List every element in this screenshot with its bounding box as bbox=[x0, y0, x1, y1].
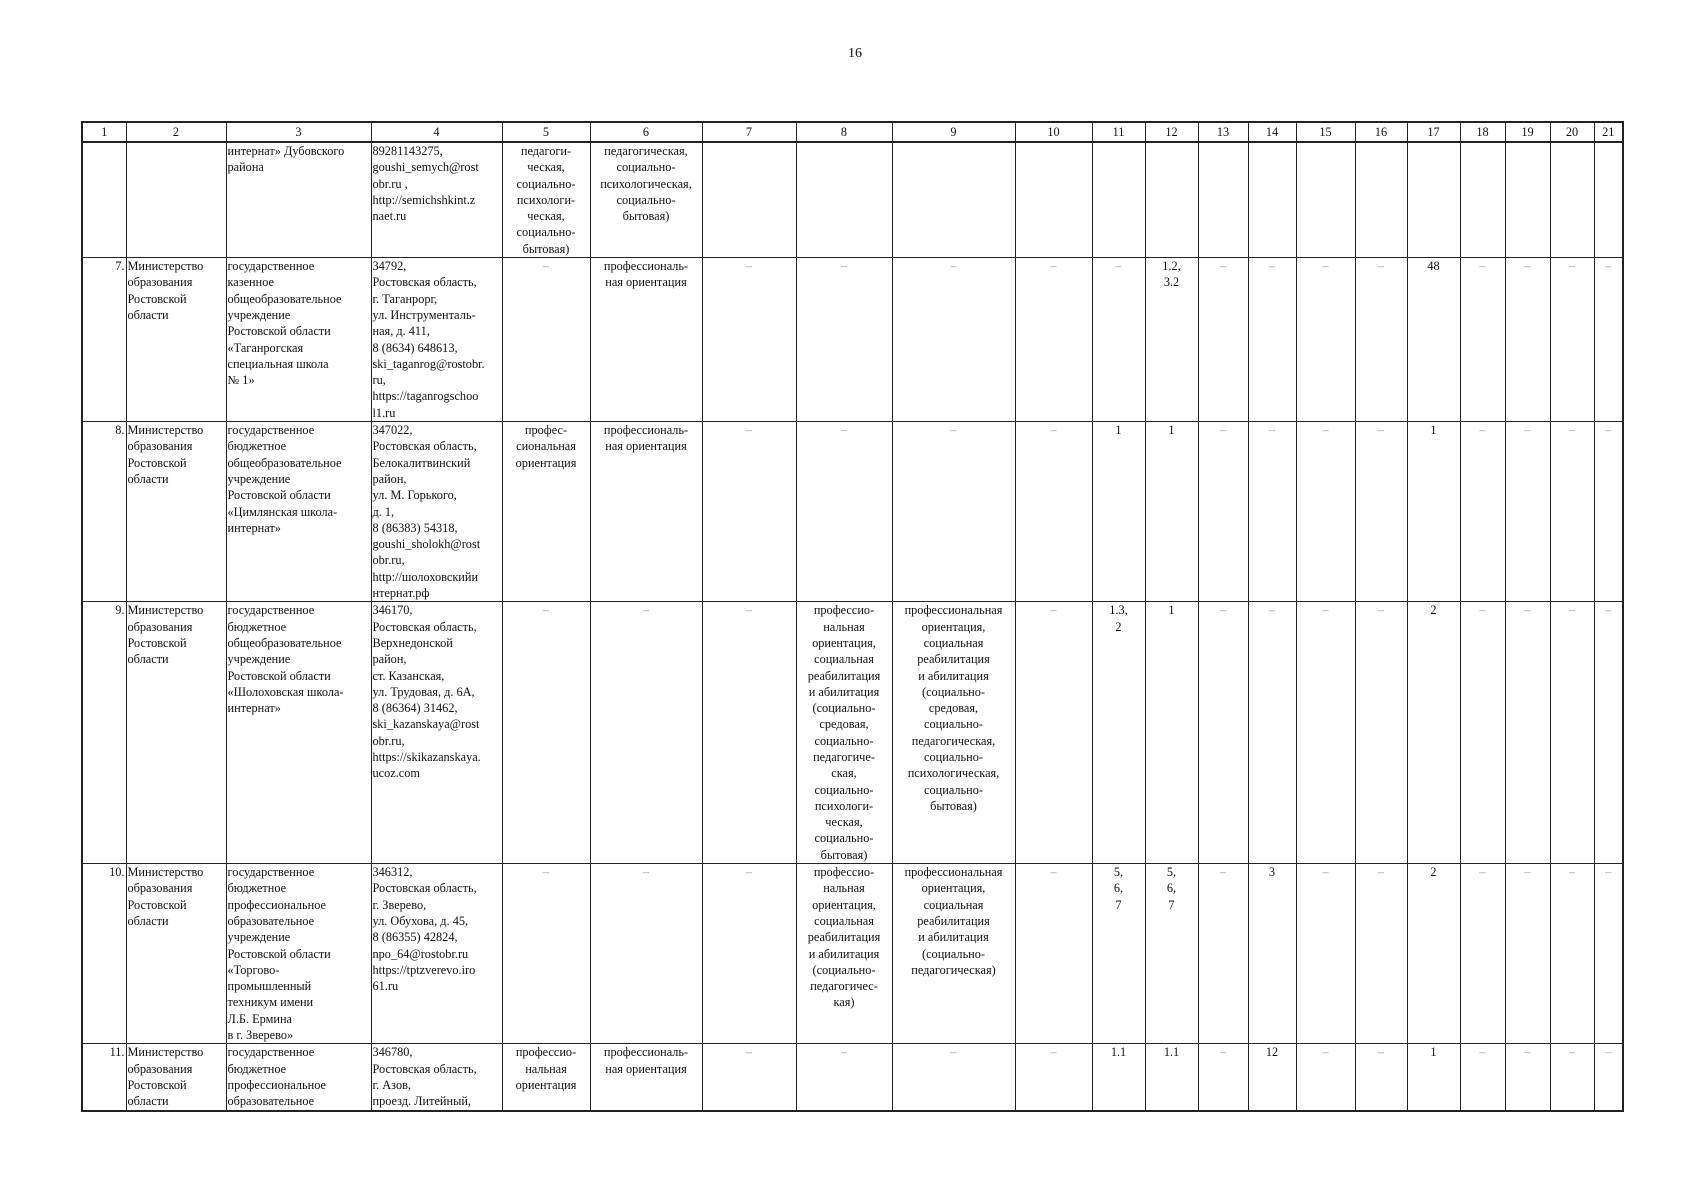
cell-col-21 bbox=[1594, 142, 1623, 258]
cell-col-9: профессиональная ориентация, социальная реабилитация и абилитация (социально- педагогическая) bbox=[892, 864, 1015, 1044]
cell-col-17: 48 bbox=[1407, 258, 1460, 422]
cell-col-16: – bbox=[1355, 864, 1407, 1044]
table-body bbox=[82, 142, 1623, 1111]
cell-col-8: профессио- нальная ориентация, социальная реабилитация и абилитация (социально- педагогичес- кая) bbox=[796, 864, 892, 1044]
cell-col-12 bbox=[1145, 142, 1198, 258]
cell-col-20 bbox=[1550, 142, 1594, 258]
cell-col-5: – bbox=[502, 258, 590, 422]
column-header-18: 18 bbox=[1460, 122, 1505, 142]
cell-col-5: педагоги- ческая, социально- психологи- ческая, социально- бытовая) bbox=[502, 142, 590, 258]
cell-col-12: 1 bbox=[1145, 602, 1198, 864]
column-header-6: 6 bbox=[590, 122, 702, 142]
cell-col-9: – bbox=[892, 1044, 1015, 1111]
column-header-16: 16 bbox=[1355, 122, 1407, 142]
cell-col-11: 1 bbox=[1092, 422, 1145, 602]
cell-col-17: 2 bbox=[1407, 602, 1460, 864]
column-header-19: 19 bbox=[1505, 122, 1550, 142]
cell-col-13: – bbox=[1198, 1044, 1248, 1111]
cell-col-19 bbox=[1505, 142, 1550, 258]
cell-col-3: государственное бюджетное общеобразовательное учреждение Ростовской области «Шолоховская школа- интернат» bbox=[226, 602, 371, 864]
cell-col-6: профессиональ- ная ориентация bbox=[590, 258, 702, 422]
cell-col-8: – bbox=[796, 258, 892, 422]
cell-col-6: профессиональ- ная ориентация bbox=[590, 422, 702, 602]
table-row bbox=[82, 1044, 1623, 1111]
cell-col-12: 1.2, 3.2 bbox=[1145, 258, 1198, 422]
cell-col-5: профессио- нальная ориентация bbox=[502, 1044, 590, 1111]
cell-col-17: 1 bbox=[1407, 1044, 1460, 1111]
table-row bbox=[82, 422, 1623, 602]
column-header-10: 10 bbox=[1015, 122, 1092, 142]
cell-col-3: интернат» Дубовского района bbox=[226, 142, 371, 258]
cell-col-10: – bbox=[1015, 422, 1092, 602]
cell-col-1: 9. bbox=[82, 602, 126, 864]
column-header-14: 14 bbox=[1248, 122, 1296, 142]
cell-col-13: – bbox=[1198, 864, 1248, 1044]
cell-col-6: педагогическая, социально- психологическая, социально- бытовая) bbox=[590, 142, 702, 258]
cell-col-12: 1 bbox=[1145, 422, 1198, 602]
column-header-9: 9 bbox=[892, 122, 1015, 142]
cell-col-12: 5, 6, 7 bbox=[1145, 864, 1198, 1044]
cell-col-10: – bbox=[1015, 602, 1092, 864]
column-header-17: 17 bbox=[1407, 122, 1460, 142]
cell-col-4: 346170, Ростовская область, Верхнедонской район, ст. Казанская, ул. Трудовая, д. 6А, 8 (86364) 31462, ski_kazanskaya@rost obr.ru, https://skikazanskaya. ucoz.com bbox=[371, 602, 502, 864]
cell-col-14: – bbox=[1248, 602, 1296, 864]
cell-col-7: – bbox=[702, 258, 796, 422]
cell-col-3: государственное бюджетное профессиональное образовательное учреждение Ростовской области «Торгово- промышленный техникум имени Л.Б. Ермина в г. Зверево» bbox=[226, 864, 371, 1044]
header-row bbox=[82, 122, 1623, 142]
cell-col-8: профессио- нальная ориентация, социальная реабилитация и абилитация (социально- средовая, социально- педагогиче- ская, социально- психологи- ческая, социально- бытовая) bbox=[796, 602, 892, 864]
page-number: 16 bbox=[848, 46, 862, 61]
cell-col-17: 2 bbox=[1407, 864, 1460, 1044]
cell-col-16: – bbox=[1355, 258, 1407, 422]
cell-col-18: – bbox=[1460, 602, 1505, 864]
cell-col-4: 346312, Ростовская область, г. Зверево, ул. Обухова, д. 45, 8 (86355) 42824, npo_64@rostobr.ru https://tptzverevo.iro 61.ru bbox=[371, 864, 502, 1044]
cell-col-18: – bbox=[1460, 422, 1505, 602]
column-header-13: 13 bbox=[1198, 122, 1248, 142]
cell-col-5: профес- сиональная ориентация bbox=[502, 422, 590, 602]
cell-col-19: – bbox=[1505, 1044, 1550, 1111]
cell-col-2: Министерство образования Ростовской области bbox=[126, 258, 226, 422]
cell-col-20: – bbox=[1550, 1044, 1594, 1111]
table-row bbox=[82, 258, 1623, 422]
cell-col-9: – bbox=[892, 422, 1015, 602]
cell-col-21: – bbox=[1594, 864, 1623, 1044]
cell-col-19: – bbox=[1505, 258, 1550, 422]
cell-col-14: 3 bbox=[1248, 864, 1296, 1044]
cell-col-1: 8. bbox=[82, 422, 126, 602]
cell-col-15: – bbox=[1296, 422, 1355, 602]
cell-col-2 bbox=[126, 142, 226, 258]
cell-col-1: 10. bbox=[82, 864, 126, 1044]
cell-col-9: – bbox=[892, 258, 1015, 422]
cell-col-6: – bbox=[590, 864, 702, 1044]
cell-col-8: – bbox=[796, 1044, 892, 1111]
cell-col-21: – bbox=[1594, 422, 1623, 602]
cell-col-15: – bbox=[1296, 864, 1355, 1044]
cell-col-15: – bbox=[1296, 602, 1355, 864]
cell-col-19: – bbox=[1505, 422, 1550, 602]
table-row bbox=[82, 142, 1623, 258]
cell-col-3: государственное бюджетное общеобразовательное учреждение Ростовской области «Цимлянская школа- интернат» bbox=[226, 422, 371, 602]
cell-col-2: Министерство образования Ростовской области bbox=[126, 422, 226, 602]
cell-col-7: – bbox=[702, 864, 796, 1044]
cell-col-21: – bbox=[1594, 258, 1623, 422]
cell-col-11: 1.3, 2 bbox=[1092, 602, 1145, 864]
cell-col-16: – bbox=[1355, 1044, 1407, 1111]
cell-col-11 bbox=[1092, 142, 1145, 258]
column-header-4: 4 bbox=[371, 122, 502, 142]
cell-col-14: 12 bbox=[1248, 1044, 1296, 1111]
cell-col-2: Министерство образования Ростовской области bbox=[126, 1044, 226, 1111]
column-header-1: 1 bbox=[82, 122, 126, 142]
cell-col-3: государственное казенное общеобразовательное учреждение Ростовской области «Таганрогская специальная школа № 1» bbox=[226, 258, 371, 422]
cell-col-5: – bbox=[502, 864, 590, 1044]
cell-col-16: – bbox=[1355, 602, 1407, 864]
cell-col-18 bbox=[1460, 142, 1505, 258]
cell-col-2: Министерство образования Ростовской области bbox=[126, 864, 226, 1044]
cell-col-12: 1.1 bbox=[1145, 1044, 1198, 1111]
cell-col-13 bbox=[1198, 142, 1248, 258]
table-row bbox=[82, 602, 1623, 864]
column-header-12: 12 bbox=[1145, 122, 1198, 142]
cell-col-10: – bbox=[1015, 864, 1092, 1044]
cell-col-2: Министерство образования Ростовской области bbox=[126, 602, 226, 864]
cell-col-7: – bbox=[702, 422, 796, 602]
cell-col-13: – bbox=[1198, 258, 1248, 422]
cell-col-10: – bbox=[1015, 1044, 1092, 1111]
cell-col-6: профессиональ- ная ориентация bbox=[590, 1044, 702, 1111]
cell-col-17 bbox=[1407, 142, 1460, 258]
cell-col-9 bbox=[892, 142, 1015, 258]
column-header-21: 21 bbox=[1594, 122, 1623, 142]
cell-col-16: – bbox=[1355, 422, 1407, 602]
facilities-table bbox=[81, 121, 1624, 1112]
cell-col-14: – bbox=[1248, 422, 1296, 602]
column-header-7: 7 bbox=[702, 122, 796, 142]
cell-col-10: – bbox=[1015, 258, 1092, 422]
cell-col-4: 347022, Ростовская область, Белокалитвинский район, ул. М. Горького, д. 1, 8 (86383) 54318, goushi_sholokh@rost obr.ru, http://шолоховскийи нтернат.рф bbox=[371, 422, 502, 602]
cell-col-15: – bbox=[1296, 1044, 1355, 1111]
column-header-20: 20 bbox=[1550, 122, 1594, 142]
cell-col-11: 5, 6, 7 bbox=[1092, 864, 1145, 1044]
cell-col-11: 1.1 bbox=[1092, 1044, 1145, 1111]
cell-col-11: – bbox=[1092, 258, 1145, 422]
cell-col-7: – bbox=[702, 1044, 796, 1111]
cell-col-10 bbox=[1015, 142, 1092, 258]
cell-col-4: 346780, Ростовская область, г. Азов, проезд. Литейный, bbox=[371, 1044, 502, 1111]
column-header-8: 8 bbox=[796, 122, 892, 142]
cell-col-18: – bbox=[1460, 258, 1505, 422]
cell-col-8 bbox=[796, 142, 892, 258]
cell-col-14 bbox=[1248, 142, 1296, 258]
cell-col-13: – bbox=[1198, 602, 1248, 864]
cell-col-1 bbox=[82, 142, 126, 258]
cell-col-15 bbox=[1296, 142, 1355, 258]
cell-col-18: – bbox=[1460, 864, 1505, 1044]
cell-col-4: 89281143275, goushi_semych@rost obr.ru , http://semichshkint.z naet.ru bbox=[371, 142, 502, 258]
cell-col-21: – bbox=[1594, 602, 1623, 864]
cell-col-4: 34792, Ростовская область, г. Таганрорг, ул. Инструменталь- ная, д. 411, 8 (8634) 648613, ski_taganrog@rostobr. ru, https://taganrogschoo l1.ru bbox=[371, 258, 502, 422]
cell-col-3: государственное бюджетное профессиональное образовательное bbox=[226, 1044, 371, 1111]
cell-col-18: – bbox=[1460, 1044, 1505, 1111]
cell-col-19: – bbox=[1505, 602, 1550, 864]
cell-col-7 bbox=[702, 142, 796, 258]
column-header-11: 11 bbox=[1092, 122, 1145, 142]
cell-col-8: – bbox=[796, 422, 892, 602]
column-header-15: 15 bbox=[1296, 122, 1355, 142]
column-header-3: 3 bbox=[226, 122, 371, 142]
cell-col-19: – bbox=[1505, 864, 1550, 1044]
cell-col-21: – bbox=[1594, 1044, 1623, 1111]
column-header-2: 2 bbox=[126, 122, 226, 142]
cell-col-7: – bbox=[702, 602, 796, 864]
cell-col-13: – bbox=[1198, 422, 1248, 602]
cell-col-20: – bbox=[1550, 258, 1594, 422]
cell-col-6: – bbox=[590, 602, 702, 864]
cell-col-20: – bbox=[1550, 864, 1594, 1044]
cell-col-15: – bbox=[1296, 258, 1355, 422]
cell-col-9: профессиональная ориентация, социальная реабилитация и абилитация (социально- средовая, социально- педагогическая, социально- психологическая, социально- бытовая) bbox=[892, 602, 1015, 864]
cell-col-17: 1 bbox=[1407, 422, 1460, 602]
cell-col-20: – bbox=[1550, 602, 1594, 864]
cell-col-16 bbox=[1355, 142, 1407, 258]
cell-col-1: 11. bbox=[82, 1044, 126, 1111]
column-header-5: 5 bbox=[502, 122, 590, 142]
cell-col-1: 7. bbox=[82, 258, 126, 422]
table-row bbox=[82, 864, 1623, 1044]
cell-col-20: – bbox=[1550, 422, 1594, 602]
cell-col-14: – bbox=[1248, 258, 1296, 422]
cell-col-5: – bbox=[502, 602, 590, 864]
